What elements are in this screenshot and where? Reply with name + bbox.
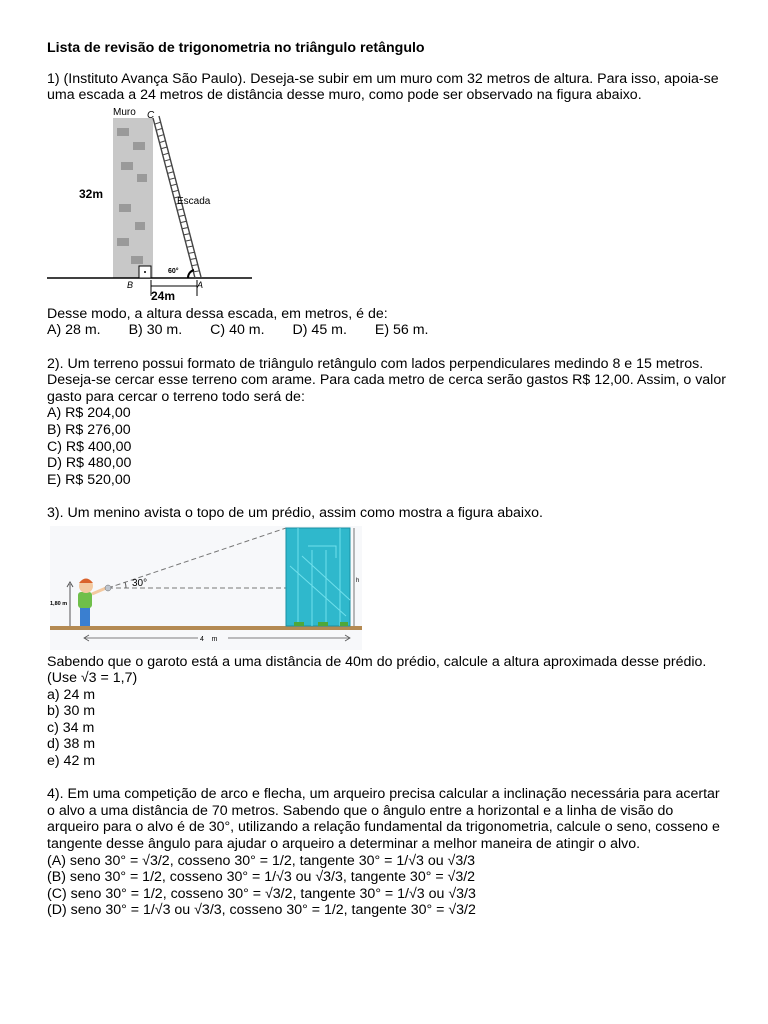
q3-building-figure [50, 526, 362, 650]
distance-label: 4 m [200, 635, 218, 643]
ladder-rung [166, 165, 172, 167]
ladder-rung [177, 209, 183, 210]
ladder-rung [179, 215, 185, 216]
ground-strip [50, 626, 362, 630]
document-title: Lista de revisão de trigonometria no triângulo retângulo [47, 40, 425, 56]
ladder-rung [171, 184, 177, 186]
point-b-label: B [127, 279, 134, 290]
ladder-rung [187, 246, 193, 247]
ladder-rung [164, 159, 170, 161]
angle-label: 60° [168, 267, 179, 275]
ladder-rung [158, 134, 164, 136]
q1-option-b: B) 30 m. [128, 322, 183, 339]
q3-option-b: b) 30 m [47, 703, 96, 720]
q3-option-a: a) 24 m [47, 686, 96, 703]
ladder-rung [169, 178, 175, 180]
ladder-rung [180, 221, 186, 222]
ladder-rung [155, 122, 161, 124]
ladder-rung [184, 233, 190, 234]
q1-question: Desse modo, a altura dessa escada, em metros, é de: [47, 305, 388, 322]
building-height-label: h [356, 577, 360, 584]
q3-question: Sabendo que o garoto está a uma distância de 40m do prédio, calcule a altura aproximada desse prédio. (Use √3 = 1,7) [47, 653, 707, 687]
q1-option-d: D) 45 m. [292, 322, 347, 339]
q4-option-a: (A) seno 30° = √3/2, cosseno 30° = 1/2, tangente 30° = 1/√3 ou √3/3 [47, 852, 476, 869]
ladder-rung [185, 240, 191, 241]
ladder-rung [159, 141, 165, 143]
q3-option-d: d) 38 m [47, 736, 96, 753]
q3-option-c: c) 34 m [47, 719, 95, 736]
q1-option-a: A) 28 m. [47, 322, 101, 339]
q1-options [47, 322, 727, 339]
ladder-rung [168, 172, 174, 174]
angle-arc [188, 270, 194, 278]
angle-label: 30° [132, 577, 148, 589]
q2-option-e: E) R$ 520,00 [47, 471, 131, 488]
q2-option-d: D) R$ 480,00 [47, 455, 132, 472]
ladder-rung [163, 153, 169, 155]
wall-label: Muro [113, 106, 136, 118]
ladder-rung [192, 264, 198, 265]
q3-text: 3). Um menino avista o topo de um prédio, assim como mostra a figura abaixo. [47, 504, 544, 521]
ladder-rung [193, 271, 199, 272]
ladder-rung [182, 227, 188, 228]
base-label: 24m [151, 288, 176, 303]
ladder-rung [156, 128, 162, 130]
q3-option-e: e) 42 m [47, 753, 96, 770]
ladder-rung [189, 252, 195, 253]
ladder-rung [190, 258, 196, 259]
q2-option-b: B) R$ 276,00 [47, 421, 131, 438]
q4-text: 4). Em uma competição de arco e flecha, um arqueiro precisa calcular a inclinação necessária para acertar o alvo a uma distância de 70 metros. Sabendo que o ângulo entre a horizontal e a linha de visão do arqueiro para o alvo é de 30°, utilizando a relação fundamental da trigonometria, calcule o seno, cosseno e tangente desse ângulo para ajudar o arqueiro a determinar a melhor maneira de atingir o alvo. [47, 786, 720, 853]
q2-option-c: C) R$ 400,00 [47, 438, 132, 455]
q4-option-b: (B) seno 30° = 1/2, cosseno 30° = 1/√3 ou √3/3, tangente 30° = √3/2 [47, 869, 476, 886]
ladder-rung [161, 147, 167, 149]
boy-height-label: 1,80 m [50, 600, 68, 607]
ladder-rung [172, 190, 178, 192]
document-page [47, 40, 727, 919]
ladder-label: Escada [177, 195, 211, 207]
q2-text: 2). Um terreno possui formato de triângulo retângulo com lados perpendiculares medindo 8 e 15 metros. Deseja-se cercar esse terreno com arame. Para cada metro de cerca serão gastos R$ 12,00. Assim, o valor gasto para cercar o terreno todo será de: [47, 355, 726, 405]
q1-option-c: C) 40 m. [210, 322, 265, 339]
point-a-label: A [197, 279, 204, 290]
q1-wall-ladder-figure [47, 106, 257, 306]
q1-text: 1) (Instituto Avança São Paulo). Deseja-se subir em um muro com 32 metros de altura. Para isso, apoia-se uma escada a 24 metros de distância desse muro, como pode ser observado na figura abaixo. [47, 70, 719, 104]
q4-option-d: (D) seno 30° = 1/√3 ou √3/3, cosseno 30° = 1/2, tangente 30° = √3/2 [47, 902, 476, 919]
height-label: 32m [79, 186, 104, 201]
q2-option-a: A) R$ 204,00 [47, 405, 131, 422]
q1-option-e: E) 56 m. [374, 322, 429, 339]
point-c-label: C [147, 109, 155, 121]
q4-option-c: (C) seno 30° = 1/2, cosseno 30° = √3/2, tangente 30° = 1/√3 ou √3/3 [47, 885, 476, 902]
